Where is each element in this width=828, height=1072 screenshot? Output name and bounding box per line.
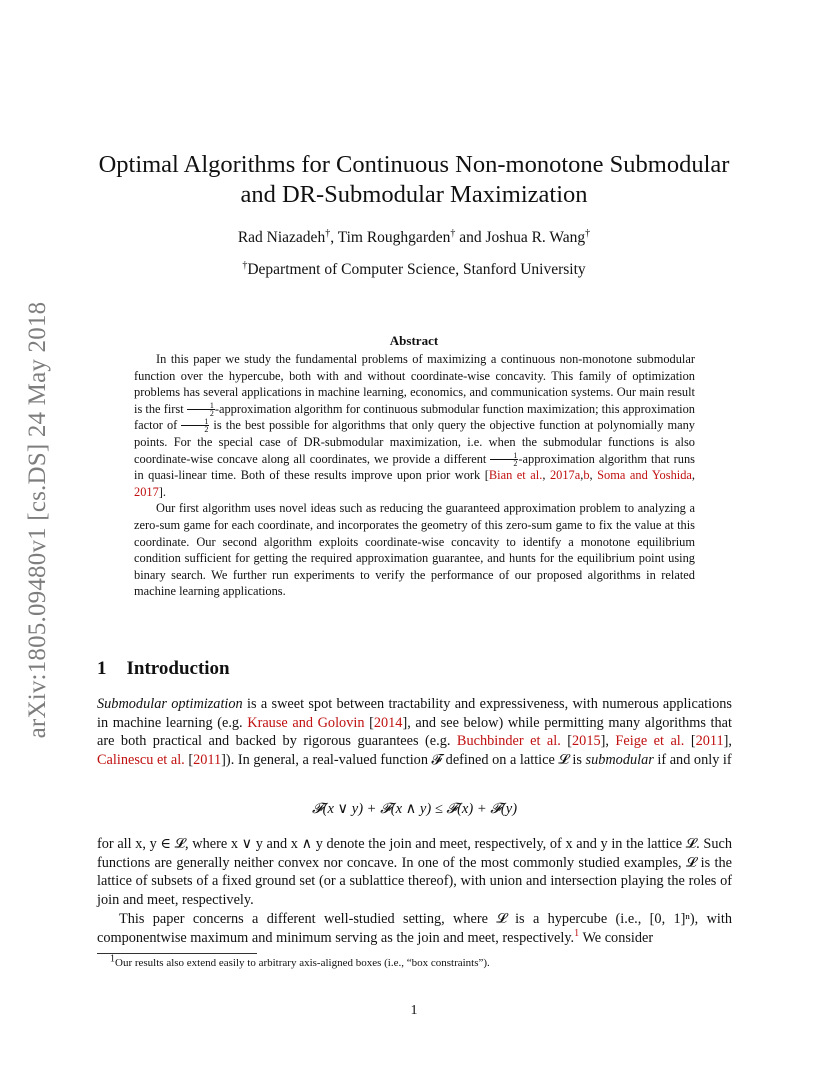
intro-paragraph-3: This paper concerns a different well-studied setting, where 𝓛 is a hypercube (i.e., [0, 1]ⁿ), with componentwise maximum and minimum serving as the join and meet, respectively.$^1$ We consider [97,910,732,946]
citation-link[interactable]: Soma and Yoshida [597,468,692,483]
arxiv-sidebar-stamp [14,280,62,760]
footnote: $^1$Our results also extend easily to arbitrary axis-aligned boxes (i.e., “box constraints”). [110,953,490,969]
citation-link[interactable]: Krause and Golovin [247,714,365,731]
footnote-marker[interactable]: 1 [574,927,580,939]
author-list: Rad Niazadeh†, Tim Roughgarden† and Joshua R. Wang† [237,227,591,246]
abstract-paragraph-2: Our first algorithm uses novel ideas such as reducing the guaranteed approximation problem to analyzing a zero-sum game for each coordinate, and incorporates the geometry of this zero-sum game to fix the value at this coordinate. Our second algorithm exploits coordinate-wise concavity to identify a monotone equilibrium condition sufficient for getting the required approximation guarantee, and hunts for the equilibrium point using binary search. We further run experiments to verify the performance of our proposed algorithms in related machine learning applications. [134,501,695,599]
affiliation: †Department of Computer Science, Stanford University [242,259,586,278]
fraction-one-half: $\frac{1}{2}$ [181,418,209,433]
author-3: Joshua R. Wang [485,229,586,246]
citation-link[interactable]: 2011 [193,752,222,769]
author-1: Rad Niazadeh [237,229,326,246]
fraction-one-half: $\frac{1}{2}$ [187,402,215,417]
citation-link[interactable]: Feige et al. [615,733,685,750]
citation-link[interactable]: Buchbinder et al. [456,733,561,750]
abstract-heading: Abstract [389,333,439,348]
author-2: Tim Roughgarden [337,229,451,246]
citation-link[interactable]: 2017 [134,484,159,499]
title-line-2: and DR-Submodular Maximization [240,181,588,208]
intro-paragraph-2: for all x, y ∈ 𝓛, where x ∨ y and x ∧ y denote the join and meet, respectively, of x and y in the lattice 𝓛. Such functions are generally neither convex nor concave. In one of the most commonly studied examples, 𝓛 is the lattice of subsets of a fixed ground set (or a sublattice thereof), with union and intersection playing the roles of join and meet, respectively. [97,836,732,909]
paper-title [90,150,738,210]
title-line-1: Optimal Algorithms for Continuous Non-monotone Submodular [98,151,730,178]
section-number: 1 [97,658,107,679]
arxiv-id: arXiv:1805.09480v1 [cs.DS] 24 May 2018 [24,301,51,739]
section-heading [97,658,230,680]
submodularity-equation: 𝓕(x ∨ y) + 𝓕(x ∧ y) ≤ 𝓕(x) + 𝓕(y) [311,801,518,817]
citation-link[interactable]: Bian et al. [488,468,543,483]
section-title: Introduction [126,658,230,679]
footnote-divider [97,953,257,954]
citation-link[interactable]: b [583,468,590,483]
intro-paragraph-1: Submodular optimization is a sweet spot between tractability and expressiveness, with numerous applications in machine learning (e.g. Krause and Golovin [2014], and see below) while permitting many algorithms that are both practical and backed by rigorous guarantees (e.g. Buchbinder et al. [2015], Feige et al. [2011], Calinescu et al. [2011]). In general, a real-valued function 𝓕 defined on a lattice 𝓛 is submodular if and only if [97,696,732,769]
fraction-one-half: $\frac{1}{2}$ [490,452,518,467]
abstract-body [134,351,695,600]
citation-link[interactable]: 2017a [549,468,581,483]
citation-link[interactable]: 2014 [373,714,403,731]
page-number: 1 [410,1003,418,1018]
abstract-paragraph-1: In this paper we study the fundamental problems of maximizing a continuous non-monotone submodular function over the hypercube, both with and without coordinate-wise concavity. This family of optimization problems has several applications in machine learning, economics, and communication systems. Our main result is the first $\frac{1}{2}$ -approximation algorithm for continuous submodular function maximization; this approximation factor of $\frac{1}{2}$ is the best possible for algorithms that only query the objective function at polynomially many points. For the special case of DR-submodular maximization, i.e. when the submodular functions is also coordinate-wise concave along all coordinates, we provide a different $\frac{1}{2}$ -approximation algorithm that runs in quasi-linear time. Both of these results improve upon prior work [Bian et al., 2017a,b, Soma and Yoshida, 2017]. [134,352,696,499]
citation-link[interactable]: Calinescu et al. [97,752,185,769]
citation-link[interactable]: 2011 [695,733,724,750]
citation-link[interactable]: 2015 [572,733,601,750]
intro-paragraphs [97,835,732,947]
